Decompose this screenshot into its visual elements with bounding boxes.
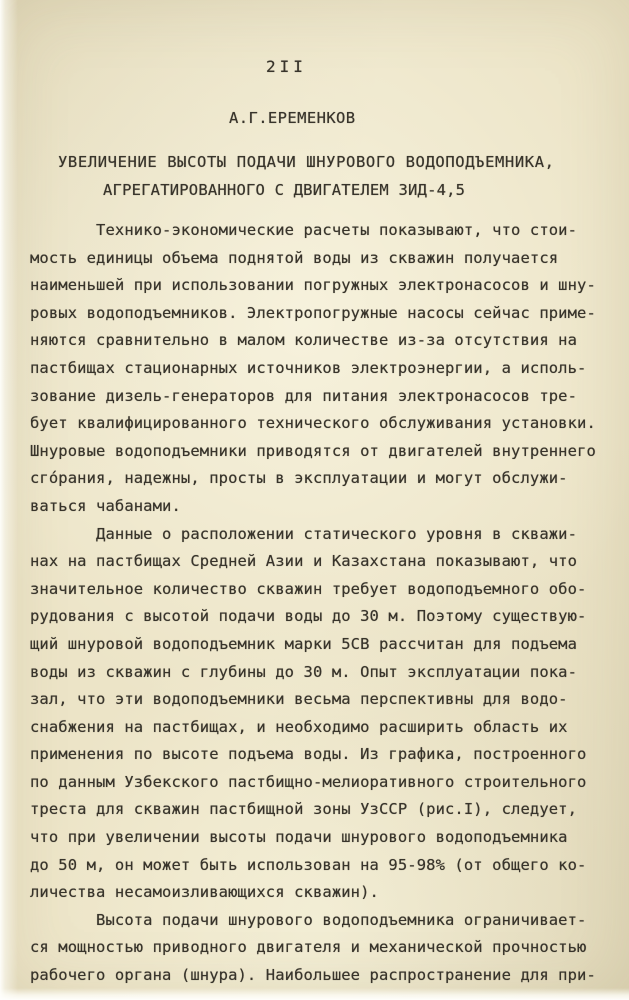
body-line: что при увеличении высоты подачи шнурового водоподъемника [30, 828, 568, 847]
body-line: Технико-экономические расчеты показывают, что стои- [30, 221, 578, 239]
body-line: Шнуровые водоподъемники приводятся от двигателей внутреннего [30, 441, 596, 460]
body-line: сго́рания, надежны, просты в эксплуатации и могут обслужи- [30, 469, 568, 488]
scan-edge-left [0, 0, 18, 1000]
body-line: зал, что эти водоподъемники весьма перспективны для водо- [30, 690, 568, 709]
body-line: до 50 м, он может быть использован на 95-98% (от общего ко- [30, 855, 587, 874]
body-line: бует квалифицированного технического обслуживания установки. [30, 414, 596, 433]
body-line: няются сравнительно в малом количестве из-за отсутствия на [30, 331, 578, 350]
body-line: мость единицы объема поднятой воды из скважин получается [30, 248, 559, 267]
body-line: Данные о расположении статического уровня в скважи- [30, 524, 578, 543]
body-line: наименьшей при использовании погружных электронасосов и шну- [30, 276, 596, 295]
page-number: 2II [266, 57, 307, 76]
body-line: значительное количество скважин требует водоподъемного обо- [30, 579, 587, 598]
article-title-line-2: АГРЕГАТИРОВАННОГО С ДВИГАТЕЛЕМ ЗИД-4,5 [103, 181, 466, 199]
body-line: зование дизель-генераторов для питания электронасосов тре- [30, 386, 578, 405]
body-line: Высота подачи шнурового водоподъемника ограничивает- [30, 910, 587, 929]
body-line: ся мощностью приводного двигателя и механической прочностью [30, 938, 587, 957]
body-line: щий шнуровой водоподъемник марки 5СВ рассчитан для подъема [30, 634, 578, 653]
body-line: воды из скважин с глубины до 30 м. Опыт эксплуатации пока- [30, 662, 578, 681]
body-line: снабжения на пастбищах, и необходимо расширить область их [30, 717, 568, 736]
body-line: треста для скважин пастбищной зоны УзССР (рис.I), следует, [30, 800, 578, 819]
body-line: по данным Узбекского пастбищно-мелиоративного строительного [30, 772, 587, 791]
scan-edge-bottom [0, 988, 629, 1000]
author-name: А.Г.ЕРЕМЕНКОВ [229, 109, 356, 127]
body-line: ровых водоподъемников. Электропогружные насосы сейчас приме- [30, 303, 596, 322]
body-line: ваться чабанами. [30, 496, 181, 515]
body-line: применения по высоте подъема воды. Из графика, построенного [30, 745, 587, 764]
body-line: рудования с высотой подачи воды до 30 м. Поэтому существую- [30, 607, 587, 626]
body-line: рабочего органа (шнура). Наибольшее распространение для при- [30, 966, 596, 985]
body-line: пастбищах стационарных источников электроэнергии, а исполь- [30, 358, 587, 377]
body-line: нах на пастбищах Средней Азии и Казахстана показывают, что [30, 552, 578, 571]
body-text-block [30, 217, 596, 990]
body-line: личества несамоизливающихся скважин). [30, 883, 379, 902]
article-title-line-1: УВЕЛИЧЕНИЕ ВЫСОТЫ ПОДАЧИ ШНУРОВОГО ВОДОПОДЪЕМНИКА, [58, 153, 555, 171]
